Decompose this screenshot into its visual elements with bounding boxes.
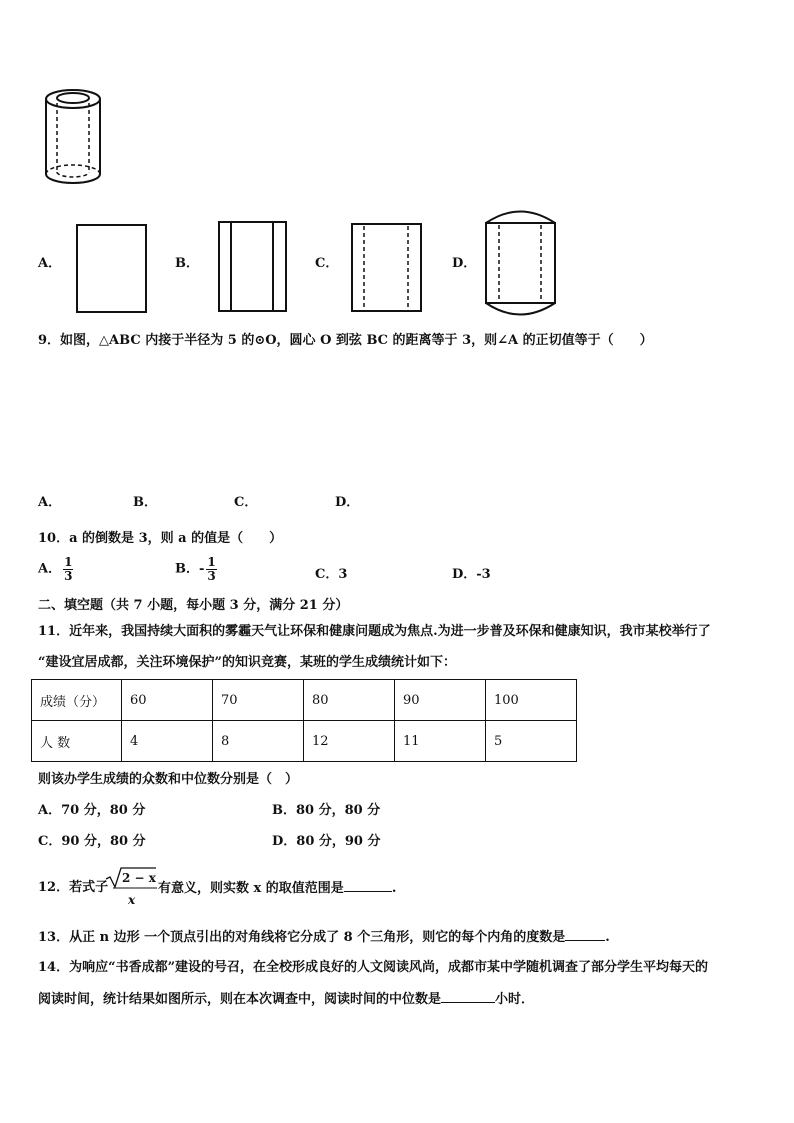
q9-question: 9．如图，△ABC 内接于半径为 5 的⊙O，圆心 O 到弦 BC 的距离等于 3，则∠A 的正切值等于（ ） bbox=[38, 333, 653, 348]
q8-option-c-figure bbox=[351, 223, 423, 313]
q12-answer-blank bbox=[344, 879, 392, 892]
q11-option-b: B．80 分，80 分 bbox=[272, 803, 381, 818]
q11-line1: 11．近年来，我国持续大面积的雾霾天气让环保和健康问题成为焦点.为进一步普及环保和健康知识，我市某校举行了 bbox=[38, 624, 711, 639]
table-cell: 70 bbox=[213, 680, 304, 721]
q11-line2: “建设宜居成都，关注环境保护”的知识竞赛，某班的学生成绩统计如下： bbox=[38, 655, 456, 670]
q13-answer-blank bbox=[565, 928, 605, 941]
hollow-cylinder-icon bbox=[40, 86, 110, 190]
q11-option-a: A．70 分，80 分 bbox=[38, 803, 146, 818]
q10-option-b bbox=[175, 556, 219, 583]
q10-option-a-numerator: 1 bbox=[64, 555, 73, 569]
q8-option-d-label: D． bbox=[452, 256, 477, 271]
q12-suffix-text: 有意义，则实数 x 的取值范围是 bbox=[158, 881, 344, 896]
section-heading: 二、填空题（共 7 小题，每小题 3 分，满分 21 分） bbox=[38, 598, 349, 613]
table-cell: 80 bbox=[304, 680, 395, 721]
q12-radicand: 2 − x bbox=[122, 871, 156, 885]
q14-line1: 14．为响应“书香成都”建设的号召，在全校形成良好的人文阅读风尚，成都市某中学随机调查了部分学生平均每天的 bbox=[38, 960, 709, 975]
table-cell: 11 bbox=[395, 721, 486, 762]
q12-prefix: 12．若式子 bbox=[38, 880, 109, 895]
q10-option-b-numerator: 1 bbox=[207, 555, 216, 569]
q10-option-b-denominator: 3 bbox=[207, 569, 216, 583]
table-cell: 60 bbox=[122, 680, 213, 721]
q10-option-a bbox=[38, 556, 75, 583]
q10-option-b-fraction bbox=[206, 556, 216, 583]
q14-line2-prefix: 阅读时间，统计结果如图所示，则在本次调查中，阅读时间的中位数是 bbox=[38, 992, 442, 1007]
q13-text: 13．从正 n 边形 一个顶点引出的对角线将它分成了 8 个三角形，则它的每个内角的度数是 bbox=[38, 930, 566, 945]
q10-option-c: C．3 bbox=[315, 567, 348, 582]
q9-option-c: C． bbox=[234, 495, 258, 510]
q11-option-c: C．90 分，80 分 bbox=[38, 834, 146, 849]
q9-option-a: A． bbox=[38, 495, 62, 510]
q11-option-d: D．80 分，90 分 bbox=[272, 834, 381, 849]
table-cell: 8 bbox=[213, 721, 304, 762]
q12-denominator: x bbox=[128, 893, 136, 907]
q8-option-c-label: C． bbox=[315, 256, 339, 271]
q14-line2-suffix: 小时． bbox=[495, 992, 535, 1007]
q8-option-b-figure bbox=[218, 221, 288, 313]
q13-end: . bbox=[605, 930, 610, 945]
q8-option-b-label: B． bbox=[175, 256, 199, 271]
table-row bbox=[32, 680, 577, 721]
q12-suffix bbox=[158, 879, 396, 898]
q10-option-b-label: B．- bbox=[175, 561, 205, 577]
q9-option-d: D． bbox=[335, 495, 360, 510]
q14-line2 bbox=[38, 990, 534, 1009]
table-cell: 90 bbox=[395, 680, 486, 721]
score-table bbox=[31, 679, 577, 762]
table-cell: 成绩（分） bbox=[32, 680, 122, 721]
table-cell: 12 bbox=[304, 721, 395, 762]
q10-question: 10．a 的倒数是 3，则 a 的值是（ ） bbox=[38, 531, 283, 546]
table-cell: 100 bbox=[486, 680, 577, 721]
q8-option-a-figure bbox=[76, 224, 148, 314]
q8-option-d-figure bbox=[484, 208, 558, 318]
q10-option-d: D．-3 bbox=[452, 567, 491, 582]
q13-question bbox=[38, 928, 610, 947]
q10-option-a-fraction bbox=[63, 556, 73, 583]
q14-answer-blank bbox=[441, 990, 495, 1003]
q12-end: . bbox=[391, 881, 397, 896]
table-row bbox=[32, 721, 577, 762]
q10-option-a-denominator: 3 bbox=[64, 569, 73, 583]
table-cell: 4 bbox=[122, 721, 213, 762]
q9-option-b: B． bbox=[133, 495, 157, 510]
q11-question: 则该办学生成绩的众数和中位数分别是（ ） bbox=[38, 772, 299, 787]
q8-option-a-label: A． bbox=[38, 256, 62, 271]
table-cell: 人 数 bbox=[32, 721, 122, 762]
table-cell: 5 bbox=[486, 721, 577, 762]
q10-option-a-label: A． bbox=[38, 561, 62, 577]
